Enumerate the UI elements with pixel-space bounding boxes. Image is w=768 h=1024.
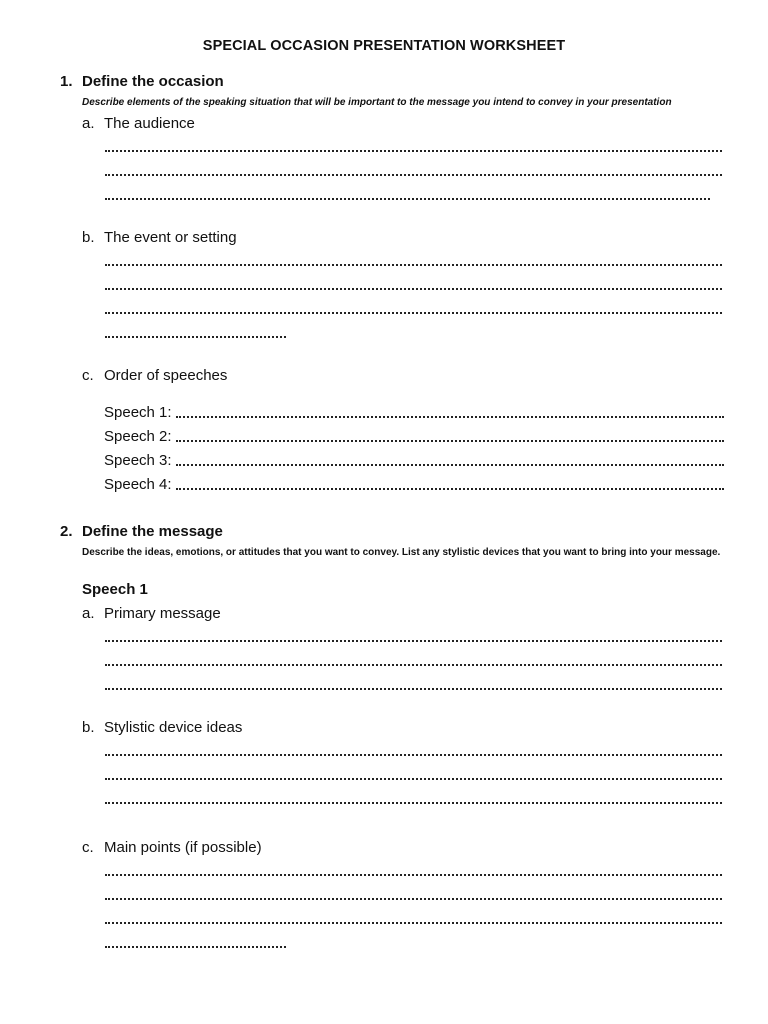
answer-line-event-1[interactable]	[105, 264, 722, 266]
item-text: Main points (if possible)	[104, 839, 262, 856]
section-instruction-message: Describe the ideas, emotions, or attitudes that you want to convey. List any stylistic devices that you want to bring into your message.	[82, 547, 721, 558]
page-title: SPECIAL OCCASION PRESENTATION WORKSHEET	[202, 38, 566, 54]
item-label-event-setting	[82, 229, 237, 246]
answer-line-stylistic-2[interactable]	[105, 778, 722, 780]
item-letter: b.	[82, 719, 95, 736]
item-letter: c.	[82, 839, 94, 856]
speech-order-label: Speech 1:	[104, 404, 172, 421]
speech-order-row-1[interactable]	[104, 402, 724, 422]
item-label-primary-message	[82, 605, 221, 622]
speech-order-row-2[interactable]	[104, 426, 724, 446]
section-number: 1.	[60, 73, 73, 90]
answer-line-stylistic-1[interactable]	[105, 754, 722, 756]
answer-line-primary-3[interactable]	[105, 688, 722, 690]
answer-line-main-points-1[interactable]	[105, 874, 722, 876]
speech-order-label: Speech 3:	[104, 452, 172, 469]
item-text: Stylistic device ideas	[104, 719, 243, 736]
item-text: The event or setting	[104, 229, 237, 246]
speech-order-line[interactable]	[176, 440, 724, 442]
section-heading-define-occasion	[60, 73, 224, 90]
item-label-main-points	[82, 839, 262, 856]
speech-order-line[interactable]	[176, 488, 724, 490]
answer-line-audience-3[interactable]	[105, 198, 710, 200]
speech-order-label: Speech 2:	[104, 428, 172, 445]
item-letter: c.	[82, 367, 94, 384]
answer-line-primary-2[interactable]	[105, 664, 722, 666]
answer-line-main-points-4[interactable]	[105, 946, 286, 948]
item-label-stylistic-devices	[82, 719, 242, 736]
speech-order-row-3[interactable]	[104, 450, 724, 470]
section-title: Define the message	[82, 523, 223, 540]
answer-line-primary-1[interactable]	[105, 640, 722, 642]
item-text: Primary message	[104, 605, 221, 622]
answer-line-audience-2[interactable]	[105, 174, 722, 176]
item-letter: a.	[82, 605, 95, 622]
speech-order-row-4[interactable]	[104, 474, 724, 494]
section-instruction-occasion: Describe elements of the speaking situation that will be important to the message you intend to convey in your presentation	[82, 97, 672, 108]
answer-line-main-points-3[interactable]	[105, 922, 722, 924]
item-label-order-of-speeches	[82, 367, 227, 384]
speech-order-line[interactable]	[176, 416, 724, 418]
answer-line-audience-1[interactable]	[105, 150, 722, 152]
section-heading-define-message	[60, 523, 223, 540]
item-text: Order of speeches	[104, 367, 228, 384]
answer-line-main-points-2[interactable]	[105, 898, 722, 900]
section-title: Define the occasion	[82, 73, 224, 90]
item-letter: b.	[82, 229, 95, 246]
answer-line-stylistic-3[interactable]	[105, 802, 722, 804]
speech-subheading: Speech 1	[82, 581, 148, 598]
answer-line-event-2[interactable]	[105, 288, 722, 290]
item-text: The audience	[104, 115, 195, 132]
item-label-audience	[82, 115, 195, 132]
answer-line-event-3[interactable]	[105, 312, 722, 314]
speech-order-line[interactable]	[176, 464, 724, 466]
speech-order-label: Speech 4:	[104, 476, 172, 493]
section-number: 2.	[60, 523, 73, 540]
answer-line-event-4[interactable]	[105, 336, 286, 338]
item-letter: a.	[82, 115, 95, 132]
